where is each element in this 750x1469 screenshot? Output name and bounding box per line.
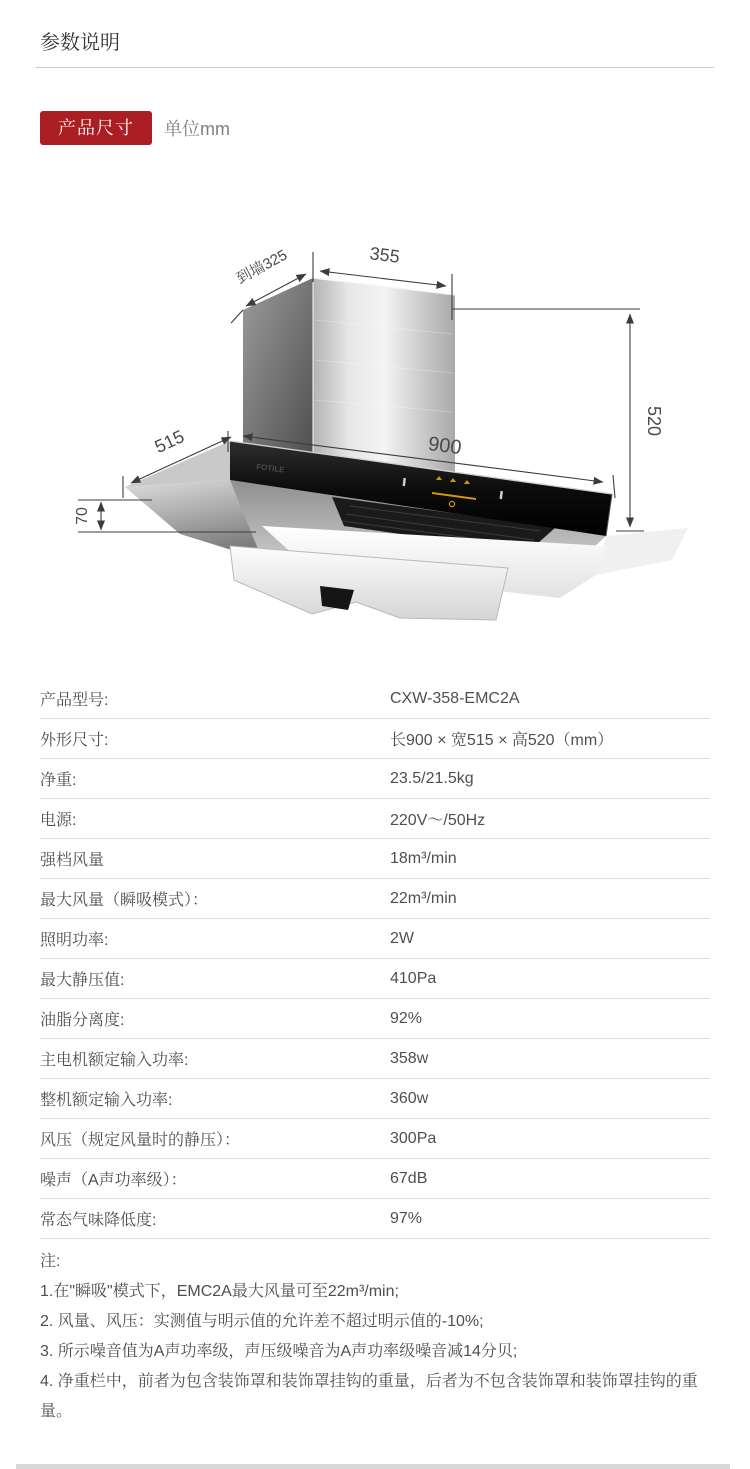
- dim-top-label: 355: [368, 243, 401, 267]
- spec-value: 92%: [390, 1009, 423, 1027]
- spec-value: 358w: [390, 1049, 429, 1067]
- underside-glass-right: [596, 528, 688, 575]
- spec-label: 噪声（A声功率级）：: [40, 1172, 187, 1189]
- spec-value: 300Pa: [390, 1129, 437, 1147]
- dim-body-label: 70: [74, 507, 91, 525]
- spec-row-power-supply: [40, 799, 710, 839]
- spec-row-strong-airflow: [40, 839, 710, 879]
- spec-label: 常态气味降低度:: [40, 1212, 157, 1229]
- page-title: 参数说明: [40, 32, 120, 54]
- spec-value: 22m³/min: [390, 889, 457, 907]
- spec-label: 油脂分离度:: [40, 1012, 125, 1029]
- spec-value: 2W: [390, 929, 414, 947]
- spec-value: 67dB: [390, 1169, 428, 1187]
- note-item-3: 3. 所示噪音值为A声功率级，声压级噪音为A声功率级噪音减14分贝;: [40, 1343, 518, 1360]
- spec-row-wind-pressure: [40, 1119, 710, 1159]
- unit-label: 单位mm: [164, 119, 230, 139]
- divider: [36, 67, 714, 68]
- spec-label: 强档风量: [40, 852, 105, 869]
- spec-label: 外形尺寸:: [40, 732, 109, 749]
- section-header: [40, 111, 230, 145]
- spec-table: [40, 679, 710, 1239]
- spec-value: 410Pa: [390, 969, 437, 987]
- dim-side-label: 515: [151, 426, 188, 457]
- spec-label: 最大风量（瞬吸模式）：: [40, 892, 209, 909]
- spec-label: 最大静压值:: [40, 972, 125, 989]
- spec-value: 220V～/50Hz: [390, 812, 486, 829]
- spec-row-max-airflow: [40, 879, 710, 919]
- spec-value: 97%: [390, 1209, 423, 1227]
- notes-title: 注:: [40, 1253, 61, 1270]
- brand-logo: FOTILE: [255, 462, 286, 475]
- note-item-1: 1.在"瞬吸"模式下，EMC2A最大风量可至22m³/min;: [40, 1283, 399, 1300]
- spec-value: 23.5/21.5kg: [390, 769, 474, 787]
- spec-row-noise: [40, 1159, 710, 1199]
- spec-label: 净重:: [40, 772, 77, 789]
- spec-row-model: [40, 679, 710, 719]
- spec-label: 风压（规定风量时的静压）：: [40, 1132, 241, 1149]
- spec-row-odor-reduction: [40, 1199, 710, 1239]
- section-badge: 产品尺寸: [40, 111, 152, 145]
- spec-value: 18m³/min: [390, 849, 457, 867]
- dim-front-label: 900: [426, 432, 463, 460]
- spec-label: 电源:: [40, 812, 77, 829]
- spec-label: 主电机额定输入功率:: [40, 1052, 189, 1069]
- spec-row-motor-input-power: [40, 1039, 710, 1079]
- note-item-2: 2. 风量、风压：实测值与明示值的允许差不超过明示值的-10%;: [40, 1313, 484, 1330]
- spec-label: 产品型号:: [40, 692, 109, 709]
- dim-wall-label: 到墙325: [233, 246, 291, 288]
- spec-row-size: [40, 719, 710, 759]
- spec-row-total-input-power: [40, 1079, 710, 1119]
- spec-value: CXW-358-EMC2A: [390, 689, 520, 707]
- spec-label: 照明功率:: [40, 932, 109, 949]
- spec-value: 360w: [390, 1089, 429, 1107]
- spec-row-light-power: [40, 919, 710, 959]
- drawer-handle-notch: [320, 586, 354, 610]
- spec-row-weight: [40, 759, 710, 799]
- note-item-4: 4. 净重栏中，前者为包含装饰罩和装饰罩挂钩的重量，后者为不包含装饰罩和装饰罩挂钩的重量。: [40, 1373, 698, 1420]
- notes-section: [40, 1247, 718, 1427]
- dim-height-label: 520: [644, 405, 664, 437]
- spec-value: 长900 × 宽515 × 高520（mm）: [390, 732, 614, 749]
- product-dimension-diagram: [0, 230, 750, 650]
- spec-row-grease-separation: [40, 999, 710, 1039]
- chimney-left-face: [243, 278, 313, 462]
- bottom-divider-bar: [16, 1464, 730, 1469]
- range-hood-illustration: [125, 278, 688, 620]
- spec-row-max-static-pressure: [40, 959, 710, 999]
- spec-label: 整机额定输入功率:: [40, 1092, 173, 1109]
